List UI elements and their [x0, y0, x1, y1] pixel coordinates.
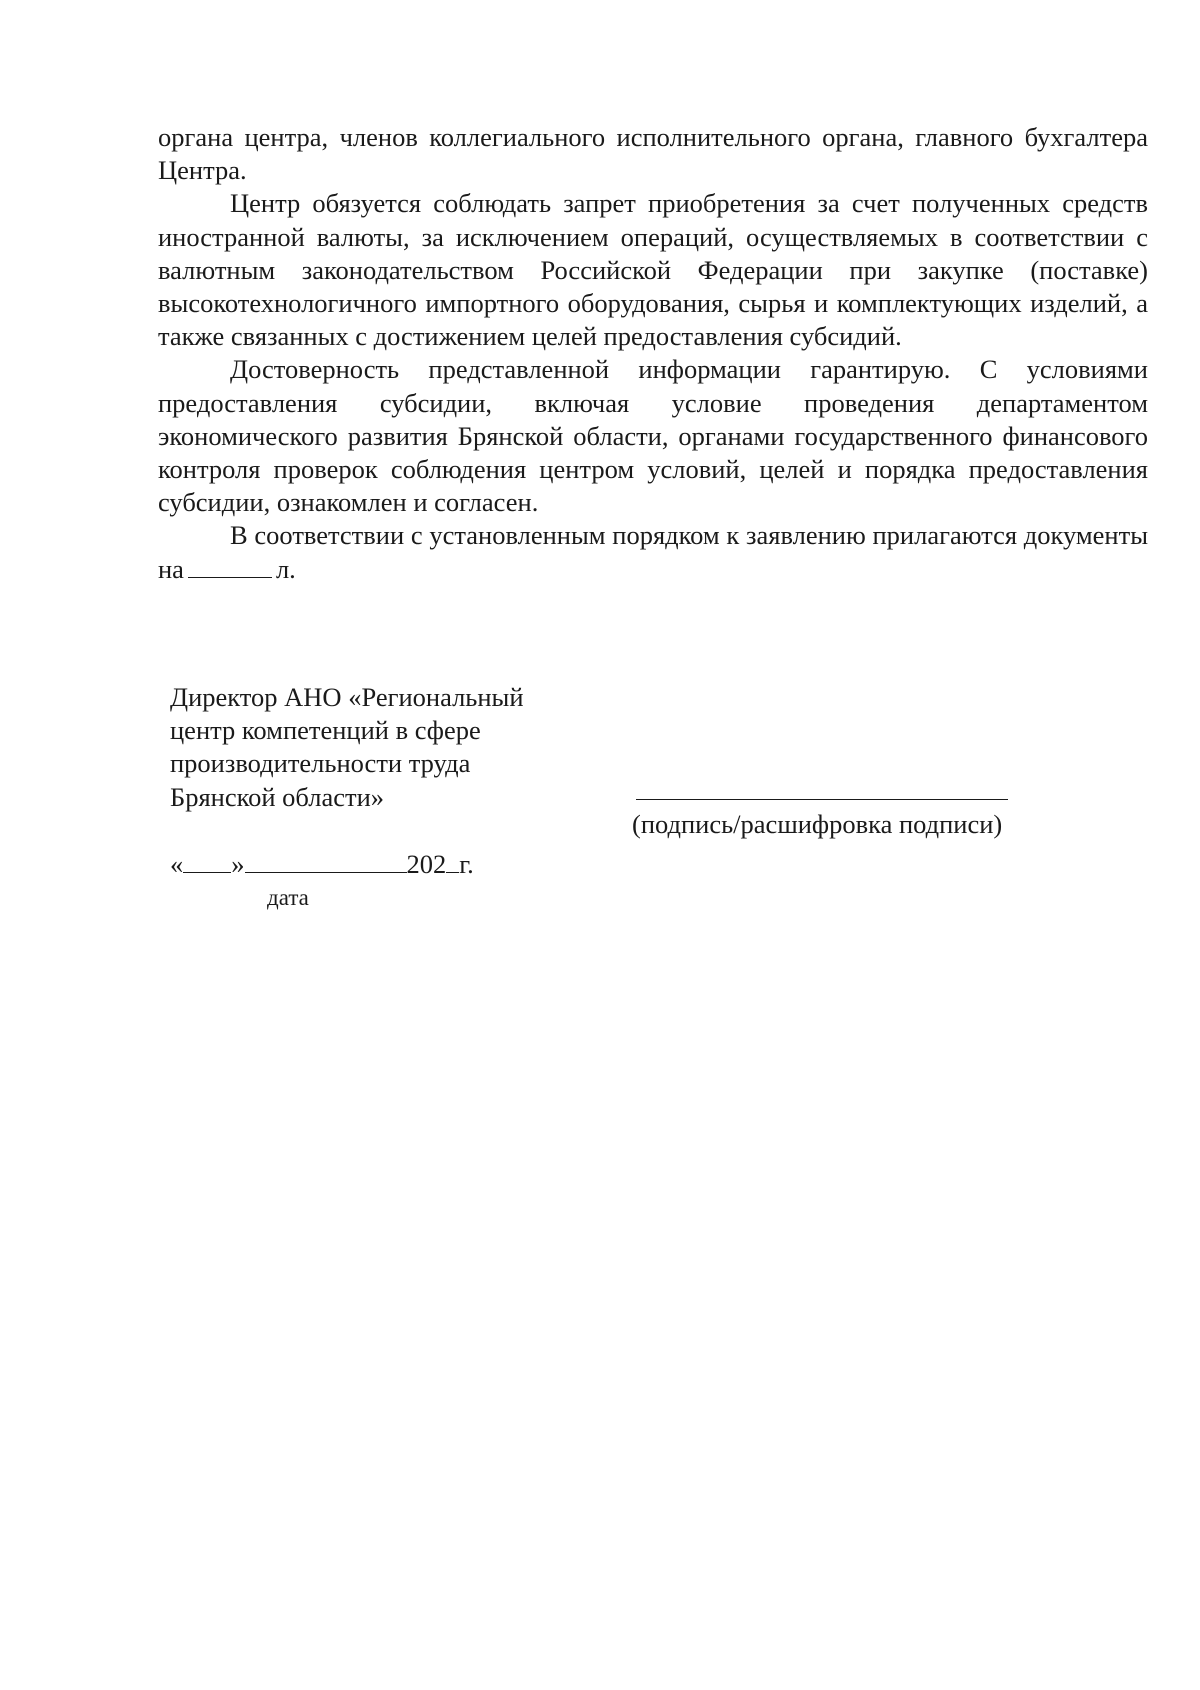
document-body	[158, 121, 1148, 586]
date-open-quote: «	[170, 849, 184, 879]
signature-line	[636, 799, 1008, 800]
signature-caption: (подпись/расшифровка подписи)	[632, 809, 1003, 839]
date-month-blank	[245, 850, 407, 873]
date-year-suffix: г.	[459, 849, 474, 879]
signer-line: центр компетенций в сфере	[170, 715, 481, 746]
signer-block	[170, 681, 590, 814]
paragraph-currency-restriction: Центр обязуется соблюдать запрет приобретения за счет полученных средств иностранной валюты, за исключением операций, осуществляемых в соответствии с валютным законодательством Российской Федерации при закупке (поставке) высокотехнологичного импортного оборудования, сырья и комплектующих изделий, а также связанных с достижением целей предоставления субсидий.	[158, 188, 1148, 352]
date-year-prefix: 202	[406, 849, 447, 879]
attachments-text: В соответствии с установленным порядком к заявлению прилагаются документы на	[158, 520, 1148, 584]
signer-line: Брянской области»	[170, 781, 385, 812]
paragraph-information-guarantee: Достоверность представленной информации гарантирую. С условиями предоставления субсидии, включая условие проведения департаментом экономического развития Брянской области, органами государственного финансового контроля проверок соблюдения центром условий, целей и порядка предоставления субсидии, ознакомлен и согласен.	[158, 354, 1148, 518]
date-year-blank	[446, 850, 459, 873]
date-caption: дата	[267, 885, 309, 910]
paragraph-governing-body: органа центра, членов коллегиального исполнительного органа, главного бухгалтера Центра.	[158, 122, 1148, 186]
pages-unit: л.	[275, 553, 296, 584]
pages-count-blank	[188, 555, 272, 578]
signer-line: Директор АНО «Региональный	[170, 682, 524, 712]
signer-line: производительности труда	[170, 748, 471, 779]
paragraph-attachments	[158, 519, 1148, 585]
date-day-blank	[183, 850, 231, 873]
date-close-quote: »	[231, 849, 245, 879]
date-field	[170, 848, 474, 881]
